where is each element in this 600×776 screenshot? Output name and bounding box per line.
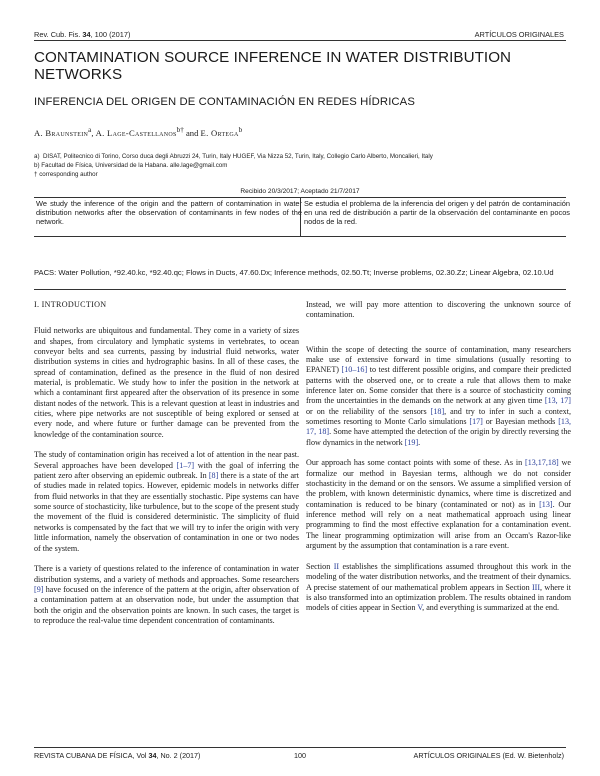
abstract-english: We study the inference of the origin and the pattern of contamination in water distribution networks after the observation of contaminants in few nodes of the network. (36, 199, 302, 227)
footer-volume: 34 (148, 751, 157, 760)
citation-link[interactable]: [1–7] (176, 460, 195, 470)
article-title: CONTAMINATION SOURCE INFERENCE IN WATER DISTRIBUTION NETWORKS (34, 49, 512, 83)
paragraph-text: establishes the simplifications assumed throughout this work in the modeling of the water distribution networks, and the treatment of their dynamics. A precise statement of our mathematical problem appears in Section (306, 561, 571, 592)
page-number: 100 (294, 751, 306, 760)
paragraph: Instead, we will pay more attention to discovering the unknown source of contamination. (306, 300, 571, 320)
paragraph-text: Section (306, 561, 334, 571)
author-name: E. Ortega (200, 127, 239, 138)
section-link[interactable]: III (531, 582, 541, 592)
paragraph-text: . Some have attempted the detection of the origin by directly reversing the flow dynamics in the network (306, 427, 572, 447)
paragraph-text: There is a variety of questions related to the inference of contamination in water distribution systems, and a variety of methods and approaches. Some researchers (34, 564, 299, 584)
paragraph-text: there is a state of the art of studies made in related topics. However, epidemic models in networks differ from fluid networks in that they are essentially stochastic. Pipe systems can have some source of stochasticity, like turbulence, but to the scope of the present study the movement of the fluid is considered deterministic. The simplicity of fluid networks is compensated by the fact that we will try to infer the origin with very little information, namely the observation of contamination in one or two nodes of the system. (34, 471, 299, 553)
body-left-column (34, 300, 299, 637)
paragraph-text: or Bayesian methods (482, 417, 559, 427)
affiliation-key: b) (34, 162, 40, 169)
citation-link[interactable]: [9] (34, 584, 44, 594)
header-rule (34, 40, 566, 41)
citation-link[interactable]: [13, 17, 18] (306, 417, 572, 437)
citation-link[interactable]: [17] (469, 417, 483, 427)
section-link[interactable]: V (417, 603, 423, 613)
affiliation (34, 153, 433, 160)
paragraph-text: we formalize our method in Bayesian terms, although we do not consider stochasticity in the demand or on the sensors. We assume a simplified version of the problem, with known deterministic dynamics, where time is discretized and contamination is reduced to be binary (contaminated or not) as in (306, 458, 571, 509)
paragraph-text: . (418, 437, 421, 447)
section-label: ARTÍCULOS ORIGINALES (474, 30, 564, 39)
section-link[interactable]: II (333, 561, 340, 571)
affiliation (34, 171, 98, 178)
paragraph-text: . Our inference method will rely on a neat mathematical approach using linear programming to find the most effective explanation for a contamination event. The linear programming optimization will arise from an Occam's Razor-like argument by the assumption that contamination is a rare event. (306, 499, 571, 551)
affiliation-text: Facultad de Física, Universidad de la Habana. alle.lage@gmail.com (41, 162, 228, 169)
citation-link[interactable]: [10–16] (341, 365, 368, 375)
paragraph-text: to test different possible origins, and compare their predicted patterns with the observed one, or to create a rule that allows them to make inference later on. Some consider that there is a source of stochasticity coming from the uncertainties in the demands on the network at any given time (306, 365, 571, 406)
article-subtitle: INFERENCIA DEL ORIGEN DE CONTAMINACIÓN EN REDES HÍDRICAS (34, 96, 415, 108)
paragraph-text: The study of contamination origin has received a lot of attention in the near past. Several approaches have been developed (34, 450, 299, 470)
affiliation-text: DISAT, Politecnico di Torino, Corso duca degli Abruzzi 24, Turin, Italy HUGEF, Via Nizza 52, Turin, Italy, Collegio Carlo Alberto, Moncalieri, Italy (42, 153, 433, 160)
pacs-rule (34, 289, 566, 290)
paragraph-text: Our approach has some contact points with some of these. As in (306, 458, 525, 468)
abstract-divider (300, 197, 301, 236)
paragraph (306, 458, 571, 551)
paragraph-text: , and everything is summarized at the end. (422, 603, 560, 613)
abstract-bottom-rule (34, 236, 566, 237)
author-affiliation-mark: b (238, 126, 243, 134)
paragraph (306, 345, 571, 448)
author-separator: and (183, 127, 201, 138)
body-right-column (306, 300, 571, 624)
journal-ref-prefix: Rev. Cub. Fis. (34, 30, 81, 39)
author-name: A. Braunstein (34, 127, 89, 138)
footer-issue: , No. 2 (2017) (156, 751, 201, 760)
paragraph-text: Within the scope of detecting the source of contamination, many researchers make use of extensive forward in time simulations (usually resorting to EPANET) (306, 344, 571, 375)
paragraph (306, 562, 571, 614)
paragraph-text: , where it is also transformed into an optimization problem. The results obtained in random models of cities appear in Section (306, 582, 571, 613)
paragraph-text: , and try to infer in such a context, sometimes resorting to Monte Carlo simulations (306, 406, 571, 427)
citation-link[interactable]: [13, 17] (544, 396, 571, 406)
paragraph-text: with the goal of inferring the patient zero after observing an epidemic outbreak. In (34, 460, 299, 481)
author-list (34, 126, 242, 138)
journal-reference (34, 30, 130, 39)
citation-link[interactable]: [13] (539, 499, 553, 509)
affiliation-text: corresponding author (39, 171, 98, 178)
paragraph (34, 564, 299, 626)
author-affiliation-mark: a (88, 126, 92, 134)
citation-link[interactable]: [18] (430, 406, 445, 416)
author-name: A. Lage-Castellanos (95, 127, 177, 138)
section-heading: I. INTRODUCTION (34, 300, 107, 309)
author-affiliation-mark: b† (176, 126, 184, 134)
footer-section: ARTÍCULOS ORIGINALES (Ed. W. Bietenholz) (413, 751, 564, 760)
affiliation-key: a) (34, 153, 40, 160)
journal-ref-suffix: , 100 (2017) (90, 30, 131, 39)
citation-link[interactable]: [13,17,18] (525, 458, 559, 468)
affiliation (34, 162, 227, 169)
citation-link[interactable]: [8] (208, 471, 219, 481)
footer-rule (34, 747, 566, 748)
pacs-codes: PACS: Water Pollution, *92.40.kc, *92.40.qc; Flows in Ducts, 47.60.Dx; Inference methods, 02.50.Tt; Inverse problems, 02.30.Zz; Linear Algebra, 02.10.Ud (34, 268, 554, 277)
abstract-spanish: Se estudia el problema de la inferencia del origen y del patrón de contaminación en una red de distribución a partir de la observación del contaminante en pocos nodos de la red. (304, 199, 570, 227)
footer-journal-name: REVISTA CUBANA DE FÍSICA, Vol (34, 751, 149, 760)
paragraph: Fluid networks are ubiquitous and fundamental. They come in a variety of sizes and shapes, from circulatory and lymphatic systems in vertebrates, to ocean conveyor belts and sea currents, passing by industrial fluid networks, water distribution systems in cities and hydrographic basins. In all of these cases, the spread of contamination, defined as the presence in the fluid of non desired material, is problematic. We study how to infer the position in the network at which a contaminant first appeared after the observation of its presence in some distant nodes of the network. This is a relevant question at least in industries and cities, where pipe networks are not susceptible of being explored or sensed at every node, and where future or further damage can be prevented from the knowledge of the contamination source. (34, 326, 299, 439)
paragraph-text: have focused on the inference of the pattern at the origin, after observation of a contamination pattern at an observation node, but under the assumption that both the origin and the observation points are known. In such cases, the target is to reproduce the real-value time dependent concentration of contaminants. (34, 584, 299, 625)
paragraph (34, 450, 299, 553)
citation-link[interactable]: [19] (404, 437, 419, 447)
affiliation-key: † (34, 171, 38, 178)
journal-volume: 34 (82, 30, 91, 39)
author-separator: , (91, 127, 96, 138)
received-accepted-dates: Recibido 20/3/2017; Aceptado 21/7/2017 (240, 188, 360, 195)
paragraph-text: or on the reliability of the sensors (306, 406, 431, 416)
